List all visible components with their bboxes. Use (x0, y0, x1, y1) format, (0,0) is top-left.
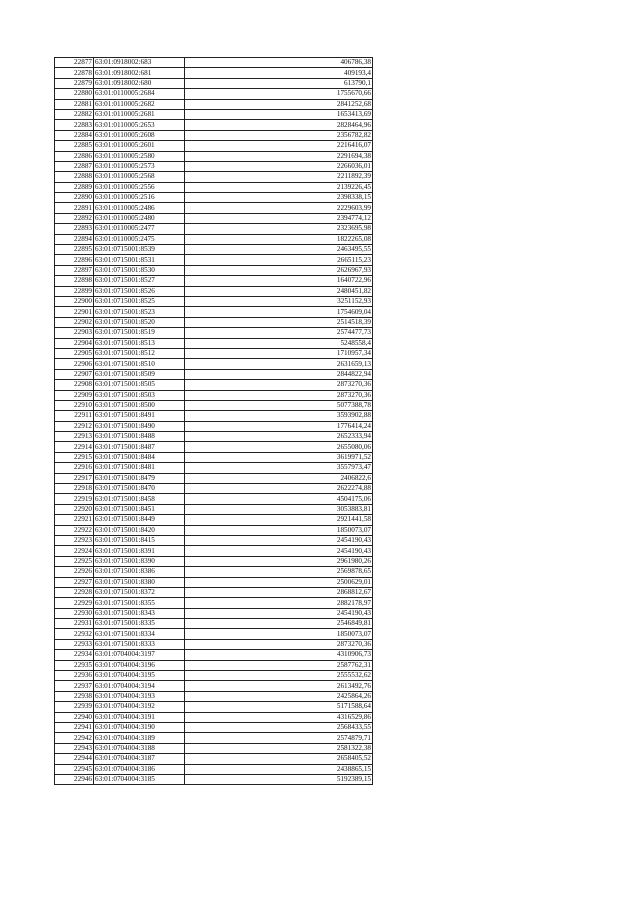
table-row (55, 130, 373, 140)
row-number-cell: 22916 (55, 463, 94, 473)
row-number-cell: 22907 (55, 369, 94, 379)
table-row (55, 660, 373, 670)
row-number-cell: 22912 (55, 421, 94, 431)
row-number-cell: 22924 (55, 546, 94, 556)
table-row (55, 473, 373, 483)
row-number-cell: 22911 (55, 411, 94, 421)
row-number-cell: 22944 (55, 754, 94, 764)
value-cell: 2868812,67 (185, 587, 373, 597)
value-cell: 409193,4 (185, 68, 373, 78)
row-number-cell: 22936 (55, 671, 94, 681)
table-row (55, 380, 373, 390)
table-row (55, 608, 373, 618)
value-cell: 1710957,34 (185, 348, 373, 358)
table-row (55, 203, 373, 213)
value-cell: 2514518,39 (185, 317, 373, 327)
value-cell: 2291694,38 (185, 151, 373, 161)
cadastral-number-cell: 63:01:0715001:8520 (94, 317, 185, 327)
row-number-cell: 22914 (55, 442, 94, 452)
value-cell: 2500629,01 (185, 577, 373, 587)
cadastral-number-cell: 63:01:0110005:2653 (94, 120, 185, 130)
table-row (55, 432, 373, 442)
cadastral-number-cell: 63:01:0110005:2573 (94, 161, 185, 171)
cadastral-number-cell: 63:01:0715001:8420 (94, 525, 185, 535)
table-row (55, 68, 373, 78)
table-row (55, 182, 373, 192)
cadastral-number-cell: 63:01:0110005:2480 (94, 213, 185, 223)
value-cell: 2882178,97 (185, 598, 373, 608)
row-number-cell: 22905 (55, 348, 94, 358)
value-cell: 2574879,71 (185, 733, 373, 743)
cadastral-number-cell: 63:01:0715001:8513 (94, 338, 185, 348)
cadastral-number-cell: 63:01:0110005:2580 (94, 151, 185, 161)
cadastral-number-cell: 63:01:0715001:8415 (94, 535, 185, 545)
table-row (55, 671, 373, 681)
cadastral-number-cell: 63:01:0704004:3193 (94, 691, 185, 701)
cadastral-number-cell: 63:01:0918002:681 (94, 68, 185, 78)
table-row (55, 161, 373, 171)
cadastral-number-cell: 63:01:0715001:8510 (94, 359, 185, 369)
cadastral-number-cell: 63:01:0715001:8380 (94, 577, 185, 587)
table-row (55, 577, 373, 587)
value-cell: 5171588,64 (185, 702, 373, 712)
value-cell: 1850073,07 (185, 525, 373, 535)
table-row (55, 338, 373, 348)
cadastral-number-cell: 63:01:0715001:8527 (94, 276, 185, 286)
value-cell: 2323695,98 (185, 224, 373, 234)
value-cell: 613790,1 (185, 78, 373, 88)
value-cell: 1822265,08 (185, 234, 373, 244)
row-number-cell: 22879 (55, 78, 94, 88)
table-row (55, 265, 373, 275)
table-row (55, 234, 373, 244)
row-number-cell: 22896 (55, 255, 94, 265)
table-row (55, 619, 373, 629)
cadastral-number-cell: 63:01:0715001:8503 (94, 390, 185, 400)
row-number-cell: 22894 (55, 234, 94, 244)
cadastral-number-cell: 63:01:0715001:8343 (94, 608, 185, 618)
value-cell: 2961980,26 (185, 556, 373, 566)
table-row (55, 400, 373, 410)
row-number-cell: 22930 (55, 608, 94, 618)
cadastral-number-cell: 63:01:0715001:8490 (94, 421, 185, 431)
cadastral-number-cell: 63:01:0704004:3192 (94, 702, 185, 712)
row-number-cell: 22901 (55, 307, 94, 317)
cadastral-number-cell: 63:01:0715001:8512 (94, 348, 185, 358)
row-number-cell: 22908 (55, 380, 94, 390)
value-cell: 2229603,99 (185, 203, 373, 213)
value-cell: 2438865,15 (185, 764, 373, 774)
value-cell: 2454190,43 (185, 546, 373, 556)
table-row (55, 463, 373, 473)
table-row (55, 452, 373, 462)
row-number-cell: 22903 (55, 328, 94, 338)
row-number-cell: 22933 (55, 639, 94, 649)
cadastral-number-cell: 63:01:0715001:8531 (94, 255, 185, 265)
table-row (55, 411, 373, 421)
table-row (55, 255, 373, 265)
table-row (55, 733, 373, 743)
value-cell: 5077388,78 (185, 400, 373, 410)
row-number-cell: 22919 (55, 494, 94, 504)
table-row (55, 390, 373, 400)
table-row (55, 546, 373, 556)
row-number-cell: 22918 (55, 484, 94, 494)
cadastral-number-cell: 63:01:0704004:3191 (94, 712, 185, 722)
cadastral-number-cell: 63:01:0715001:8451 (94, 504, 185, 514)
cadastral-number-cell: 63:01:0715001:8488 (94, 432, 185, 442)
row-number-cell: 22895 (55, 245, 94, 255)
table-row (55, 598, 373, 608)
cadastral-number-cell: 63:01:0715001:8526 (94, 286, 185, 296)
row-number-cell: 22883 (55, 120, 94, 130)
table-row (55, 296, 373, 306)
cadastral-number-cell: 63:01:0715001:8334 (94, 629, 185, 639)
table-row (55, 702, 373, 712)
row-number-cell: 22915 (55, 452, 94, 462)
row-number-cell: 22881 (55, 99, 94, 109)
row-number-cell: 22942 (55, 733, 94, 743)
row-number-cell: 22910 (55, 400, 94, 410)
table-row (55, 307, 373, 317)
value-cell: 1850073,07 (185, 629, 373, 639)
value-cell: 2574477,73 (185, 328, 373, 338)
cadastral-number-cell: 63:01:0715001:8505 (94, 380, 185, 390)
cadastral-number-cell: 63:01:0715001:8539 (94, 245, 185, 255)
value-cell: 4504175,06 (185, 494, 373, 504)
table-row (55, 567, 373, 577)
value-cell: 2266036,01 (185, 161, 373, 171)
cadastral-number-cell: 63:01:0110005:2608 (94, 130, 185, 140)
table-row (55, 442, 373, 452)
table-row (55, 151, 373, 161)
value-cell: 2569878,65 (185, 567, 373, 577)
cadastral-number-cell: 63:01:0704004:3186 (94, 764, 185, 774)
cadastral-number-cell: 63:01:0110005:2568 (94, 172, 185, 182)
row-number-cell: 22932 (55, 629, 94, 639)
cadastral-number-cell: 63:01:0704004:3189 (94, 733, 185, 743)
table-row (55, 723, 373, 733)
row-number-cell: 22938 (55, 691, 94, 701)
row-number-cell: 22897 (55, 265, 94, 275)
row-number-cell: 22906 (55, 359, 94, 369)
row-number-cell: 22904 (55, 338, 94, 348)
row-number-cell: 22893 (55, 224, 94, 234)
table-row (55, 359, 373, 369)
value-cell: 3251152,93 (185, 296, 373, 306)
row-number-cell: 22900 (55, 296, 94, 306)
row-number-cell: 22884 (55, 130, 94, 140)
value-cell: 2216416,07 (185, 141, 373, 151)
value-cell: 2873270,36 (185, 639, 373, 649)
table-row (55, 141, 373, 151)
value-cell: 2211892,39 (185, 172, 373, 182)
row-number-cell: 22889 (55, 182, 94, 192)
cadastral-number-cell: 63:01:0715001:8481 (94, 463, 185, 473)
value-cell: 3053883,81 (185, 504, 373, 514)
table-row (55, 109, 373, 119)
table-row (55, 556, 373, 566)
row-number-cell: 22946 (55, 774, 94, 784)
cadastral-number-cell: 63:01:0715001:8525 (94, 296, 185, 306)
value-cell: 2631659,13 (185, 359, 373, 369)
row-number-cell: 22898 (55, 276, 94, 286)
cadastral-number-cell: 63:01:0715001:8491 (94, 411, 185, 421)
row-number-cell: 22934 (55, 650, 94, 660)
cadastral-number-cell: 63:01:0715001:8333 (94, 639, 185, 649)
table-row (55, 681, 373, 691)
cadastral-number-cell: 63:01:0715001:8470 (94, 484, 185, 494)
row-number-cell: 22890 (55, 193, 94, 203)
cadastral-number-cell: 63:01:0715001:8509 (94, 369, 185, 379)
value-cell: 2844822,94 (185, 369, 373, 379)
row-number-cell: 22899 (55, 286, 94, 296)
cadastral-number-cell: 63:01:0110005:2556 (94, 182, 185, 192)
cadastral-number-cell: 63:01:0715001:8519 (94, 328, 185, 338)
cadastral-number-cell: 63:01:0715001:8386 (94, 567, 185, 577)
table-row (55, 743, 373, 753)
value-cell: 2139226,45 (185, 182, 373, 192)
value-cell: 2841252,68 (185, 99, 373, 109)
row-number-cell: 22909 (55, 390, 94, 400)
row-number-cell: 22917 (55, 473, 94, 483)
table-row (55, 78, 373, 88)
value-cell: 2658405,52 (185, 754, 373, 764)
cadastral-number-cell: 63:01:0715001:8523 (94, 307, 185, 317)
value-cell: 2873270,36 (185, 380, 373, 390)
cadastral-number-cell: 63:01:0704004:3188 (94, 743, 185, 753)
row-number-cell: 22941 (55, 723, 94, 733)
table-row (55, 494, 373, 504)
value-cell: 2873270,36 (185, 390, 373, 400)
row-number-cell: 22885 (55, 141, 94, 151)
cadastral-number-cell: 63:01:0110005:2477 (94, 224, 185, 234)
row-number-cell: 22878 (55, 68, 94, 78)
table-row (55, 691, 373, 701)
value-cell: 2555532,62 (185, 671, 373, 681)
cadastral-number-cell: 63:01:0110005:2682 (94, 99, 185, 109)
table-row (55, 774, 373, 784)
cadastral-number-cell: 63:01:0110005:2516 (94, 193, 185, 203)
row-number-cell: 22913 (55, 432, 94, 442)
table-row (55, 193, 373, 203)
value-cell: 4316529,86 (185, 712, 373, 722)
row-number-cell: 22929 (55, 598, 94, 608)
row-number-cell: 22892 (55, 213, 94, 223)
value-cell: 2463495,55 (185, 245, 373, 255)
cadastral-number-cell: 63:01:0715001:8458 (94, 494, 185, 504)
table-row (55, 120, 373, 130)
row-number-cell: 22926 (55, 567, 94, 577)
table-row (55, 535, 373, 545)
cadastral-number-cell: 63:01:0918002:680 (94, 78, 185, 88)
value-cell: 2398338,15 (185, 193, 373, 203)
value-cell: 1640722,96 (185, 276, 373, 286)
value-cell: 2828464,96 (185, 120, 373, 130)
row-number-cell: 22888 (55, 172, 94, 182)
table-row (55, 89, 373, 99)
value-cell: 2454190,43 (185, 535, 373, 545)
table-row (55, 629, 373, 639)
table-row (55, 587, 373, 597)
row-number-cell: 22923 (55, 535, 94, 545)
value-cell: 2655080,06 (185, 442, 373, 452)
table-row (55, 754, 373, 764)
value-cell: 2454190,43 (185, 608, 373, 618)
cadastral-number-cell: 63:01:0715001:8500 (94, 400, 185, 410)
table-row (55, 172, 373, 182)
cadastral-number-cell: 63:01:0704004:3195 (94, 671, 185, 681)
row-number-cell: 22928 (55, 587, 94, 597)
row-number-cell: 22927 (55, 577, 94, 587)
value-cell: 3557973,47 (185, 463, 373, 473)
row-number-cell: 22925 (55, 556, 94, 566)
cadastral-number-cell: 63:01:0715001:8391 (94, 546, 185, 556)
table-row (55, 58, 373, 68)
value-cell: 406786,38 (185, 58, 373, 68)
cadastral-number-cell: 63:01:0715001:8390 (94, 556, 185, 566)
value-cell: 2425864,26 (185, 691, 373, 701)
value-cell: 2581322,38 (185, 743, 373, 753)
value-cell: 2665115,23 (185, 255, 373, 265)
value-cell: 3593902,88 (185, 411, 373, 421)
row-number-cell: 22922 (55, 525, 94, 535)
cadastral-number-cell: 63:01:0704004:3190 (94, 723, 185, 733)
cadastral-number-cell: 63:01:0110005:2684 (94, 89, 185, 99)
table-row (55, 328, 373, 338)
table-row (55, 712, 373, 722)
value-cell: 5248558,4 (185, 338, 373, 348)
table-row (55, 286, 373, 296)
value-cell: 2546849,81 (185, 619, 373, 629)
cadastral-number-cell: 63:01:0704004:3197 (94, 650, 185, 660)
table-row (55, 348, 373, 358)
value-cell: 4310906,73 (185, 650, 373, 660)
row-number-cell: 22921 (55, 515, 94, 525)
cadastral-number-cell: 63:01:0715001:8355 (94, 598, 185, 608)
value-cell: 2626967,93 (185, 265, 373, 275)
row-number-cell: 22931 (55, 619, 94, 629)
row-number-cell: 22943 (55, 743, 94, 753)
value-cell: 2613492,76 (185, 681, 373, 691)
value-cell: 2921441,58 (185, 515, 373, 525)
cadastral-number-cell: 63:01:0704004:3187 (94, 754, 185, 764)
value-cell: 2356782,82 (185, 130, 373, 140)
value-cell: 2587762,31 (185, 660, 373, 670)
value-cell: 2652333,94 (185, 432, 373, 442)
table-row (55, 369, 373, 379)
cadastral-number-cell: 63:01:0704004:3196 (94, 660, 185, 670)
row-number-cell: 22877 (55, 58, 94, 68)
value-cell: 2394774,12 (185, 213, 373, 223)
table-row (55, 99, 373, 109)
value-cell: 3619971,52 (185, 452, 373, 462)
row-number-cell: 22940 (55, 712, 94, 722)
data-table (54, 57, 373, 785)
row-number-cell: 22939 (55, 702, 94, 712)
cadastral-number-cell: 63:01:0715001:8372 (94, 587, 185, 597)
value-cell: 1653413,69 (185, 109, 373, 119)
table-row (55, 515, 373, 525)
cadastral-number-cell: 63:01:0715001:8530 (94, 265, 185, 275)
table-row (55, 504, 373, 514)
cadastral-number-cell: 63:01:0110005:2601 (94, 141, 185, 151)
value-cell: 1776414,24 (185, 421, 373, 431)
table-row (55, 650, 373, 660)
value-cell: 1754609,04 (185, 307, 373, 317)
table-row (55, 224, 373, 234)
table-row (55, 317, 373, 327)
table-row (55, 213, 373, 223)
value-cell: 2568433,55 (185, 723, 373, 733)
cadastral-number-cell: 63:01:0704004:3185 (94, 774, 185, 784)
row-number-cell: 22935 (55, 660, 94, 670)
value-cell: 5192389,15 (185, 774, 373, 784)
table-row (55, 639, 373, 649)
value-cell: 2406822,6 (185, 473, 373, 483)
table-row (55, 525, 373, 535)
table-row (55, 484, 373, 494)
table-row (55, 245, 373, 255)
row-number-cell: 22945 (55, 764, 94, 774)
value-cell: 2480451,82 (185, 286, 373, 296)
cadastral-number-cell: 63:01:0704004:3194 (94, 681, 185, 691)
value-cell: 1755670,66 (185, 89, 373, 99)
cadastral-number-cell: 63:01:0715001:8479 (94, 473, 185, 483)
table-row (55, 764, 373, 774)
cadastral-number-cell: 63:01:0715001:8484 (94, 452, 185, 462)
row-number-cell: 22937 (55, 681, 94, 691)
row-number-cell: 22887 (55, 161, 94, 171)
row-number-cell: 22880 (55, 89, 94, 99)
table-row (55, 276, 373, 286)
cadastral-number-cell: 63:01:0110005:2475 (94, 234, 185, 244)
table-body (55, 58, 373, 785)
row-number-cell: 22902 (55, 317, 94, 327)
value-cell: 2622274,88 (185, 484, 373, 494)
cadastral-number-cell: 63:01:0918002:683 (94, 58, 185, 68)
row-number-cell: 22891 (55, 203, 94, 213)
row-number-cell: 22882 (55, 109, 94, 119)
cadastral-number-cell: 63:01:0110005:2681 (94, 109, 185, 119)
row-number-cell: 22886 (55, 151, 94, 161)
row-number-cell: 22920 (55, 504, 94, 514)
cadastral-number-cell: 63:01:0110005:2486 (94, 203, 185, 213)
cadastral-number-cell: 63:01:0715001:8335 (94, 619, 185, 629)
table-row (55, 421, 373, 431)
cadastral-number-cell: 63:01:0715001:8449 (94, 515, 185, 525)
cadastral-number-cell: 63:01:0715001:8487 (94, 442, 185, 452)
